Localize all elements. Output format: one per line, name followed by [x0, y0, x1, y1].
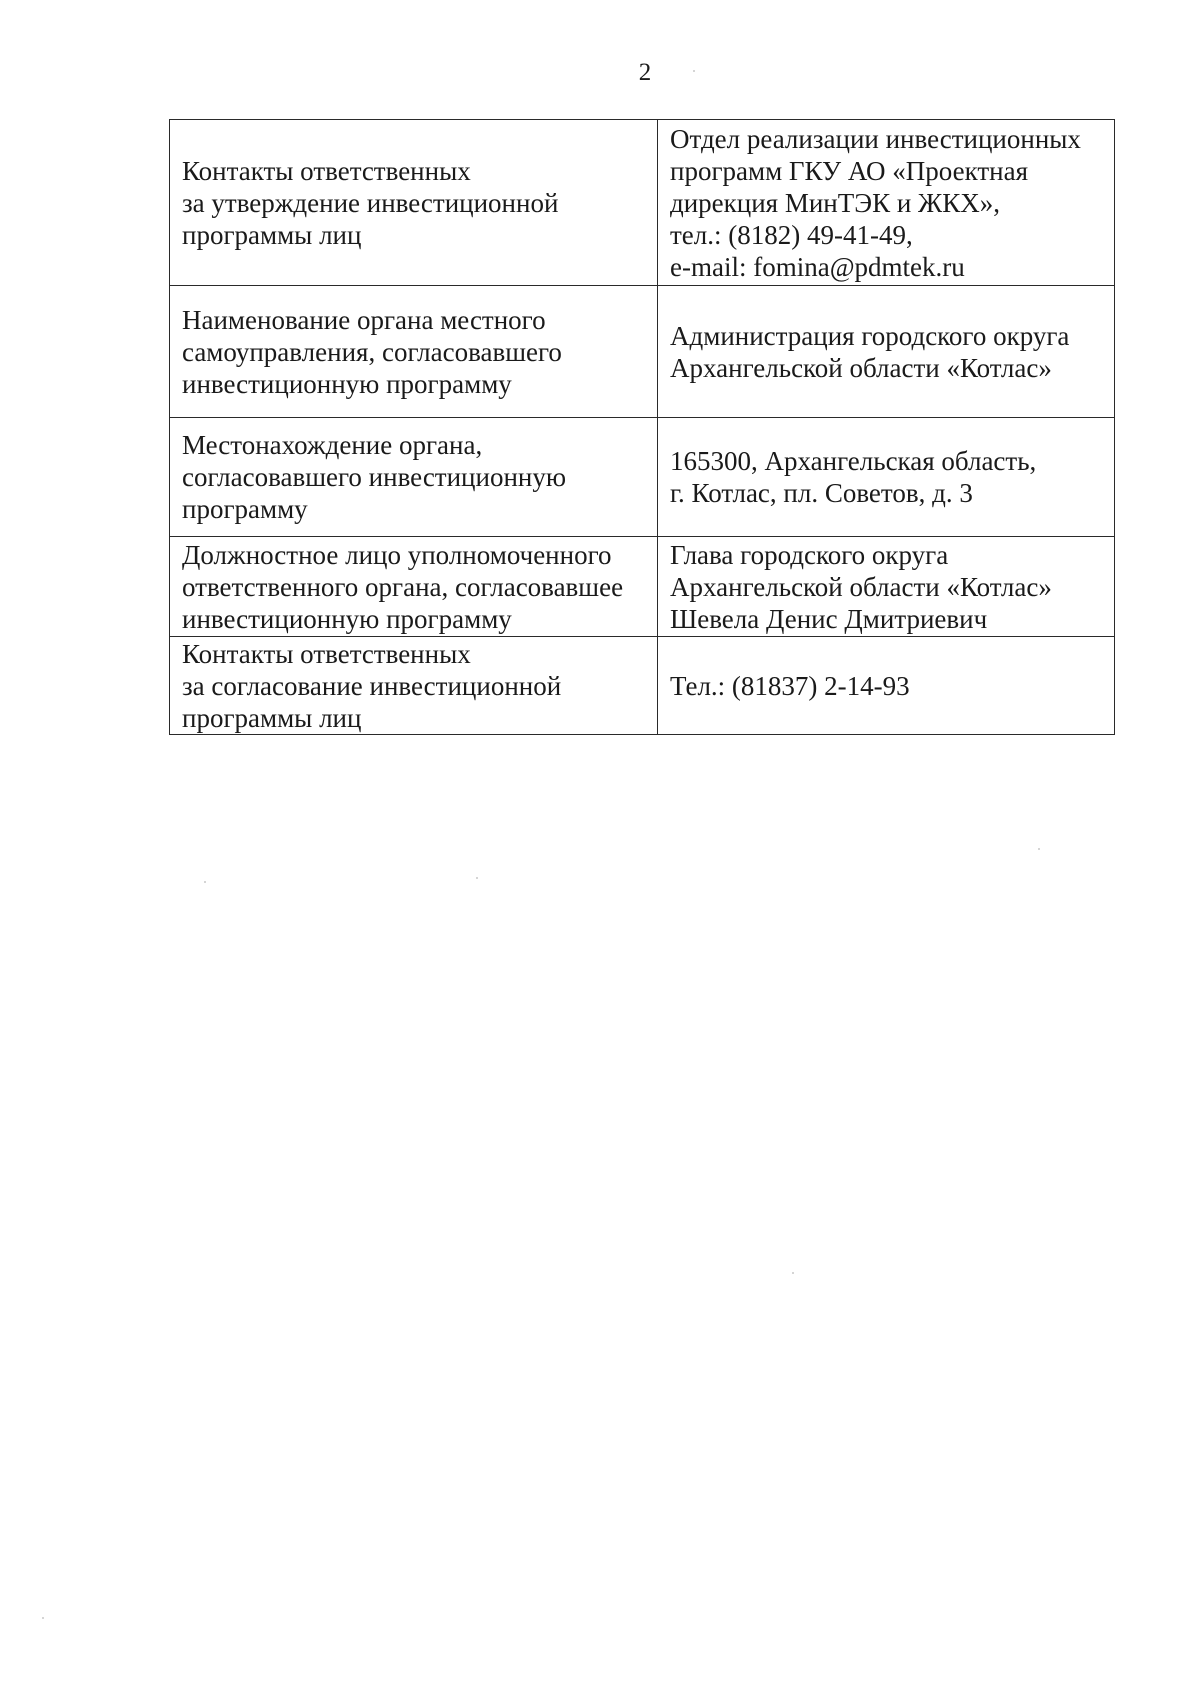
scan-speck [1038, 848, 1040, 850]
row-label-cell [170, 418, 658, 537]
scan-speck [792, 1272, 794, 1274]
row-label-cell [170, 120, 658, 286]
row-label-cell [170, 286, 658, 418]
table-row [170, 286, 1115, 418]
row-value-cell [658, 120, 1115, 286]
table-row [170, 637, 1115, 735]
row-value: 165300, Архангельская область, г. Котлас, пл. Советов, д. 3 [670, 446, 1037, 508]
row-label: Наименование органа местного самоуправления, согласовавшего инвестиционную программу [182, 304, 562, 399]
info-table [169, 119, 1115, 735]
scan-speck [42, 1617, 44, 1619]
row-value-cell [658, 637, 1115, 735]
row-value-cell [658, 286, 1115, 418]
table-row [170, 418, 1115, 537]
row-label: Контакты ответственных за согласование инвестиционной программы лиц [182, 638, 562, 733]
row-value-cell [658, 537, 1115, 637]
scan-speck [204, 881, 206, 883]
row-value: Тел.: (81837) 2-14-93 [670, 670, 910, 701]
row-value: Отдел реализации инвестиционных программ ГКУ АО «Проектная дирекция МинТЭК и ЖКХ», тел.: (8182) 49-41-49, e-mail: fomina@pdmtek.ru [670, 123, 1081, 282]
row-value-cell [658, 418, 1115, 537]
scan-speck [476, 877, 478, 879]
row-label-cell [170, 637, 658, 735]
row-label-cell [170, 537, 658, 637]
row-value: Глава городского округа Архангельской области «Котлас» Шевела Денис Дмитриевич [670, 539, 1052, 634]
scan-speck [693, 70, 695, 72]
row-value: Администрация городского округа Архангельской области «Котлас» [670, 320, 1070, 383]
page-number: 2 [638, 59, 652, 86]
table-row [170, 537, 1115, 637]
table-row [170, 120, 1115, 286]
row-label: Контакты ответственных за утверждение инвестиционной программы лиц [182, 155, 559, 250]
row-label: Должностное лицо уполномоченного ответственного органа, согласовавшее инвестиционную программу [182, 539, 624, 634]
row-label: Местонахождение органа, согласовавшего инвестиционную программу [182, 430, 567, 524]
